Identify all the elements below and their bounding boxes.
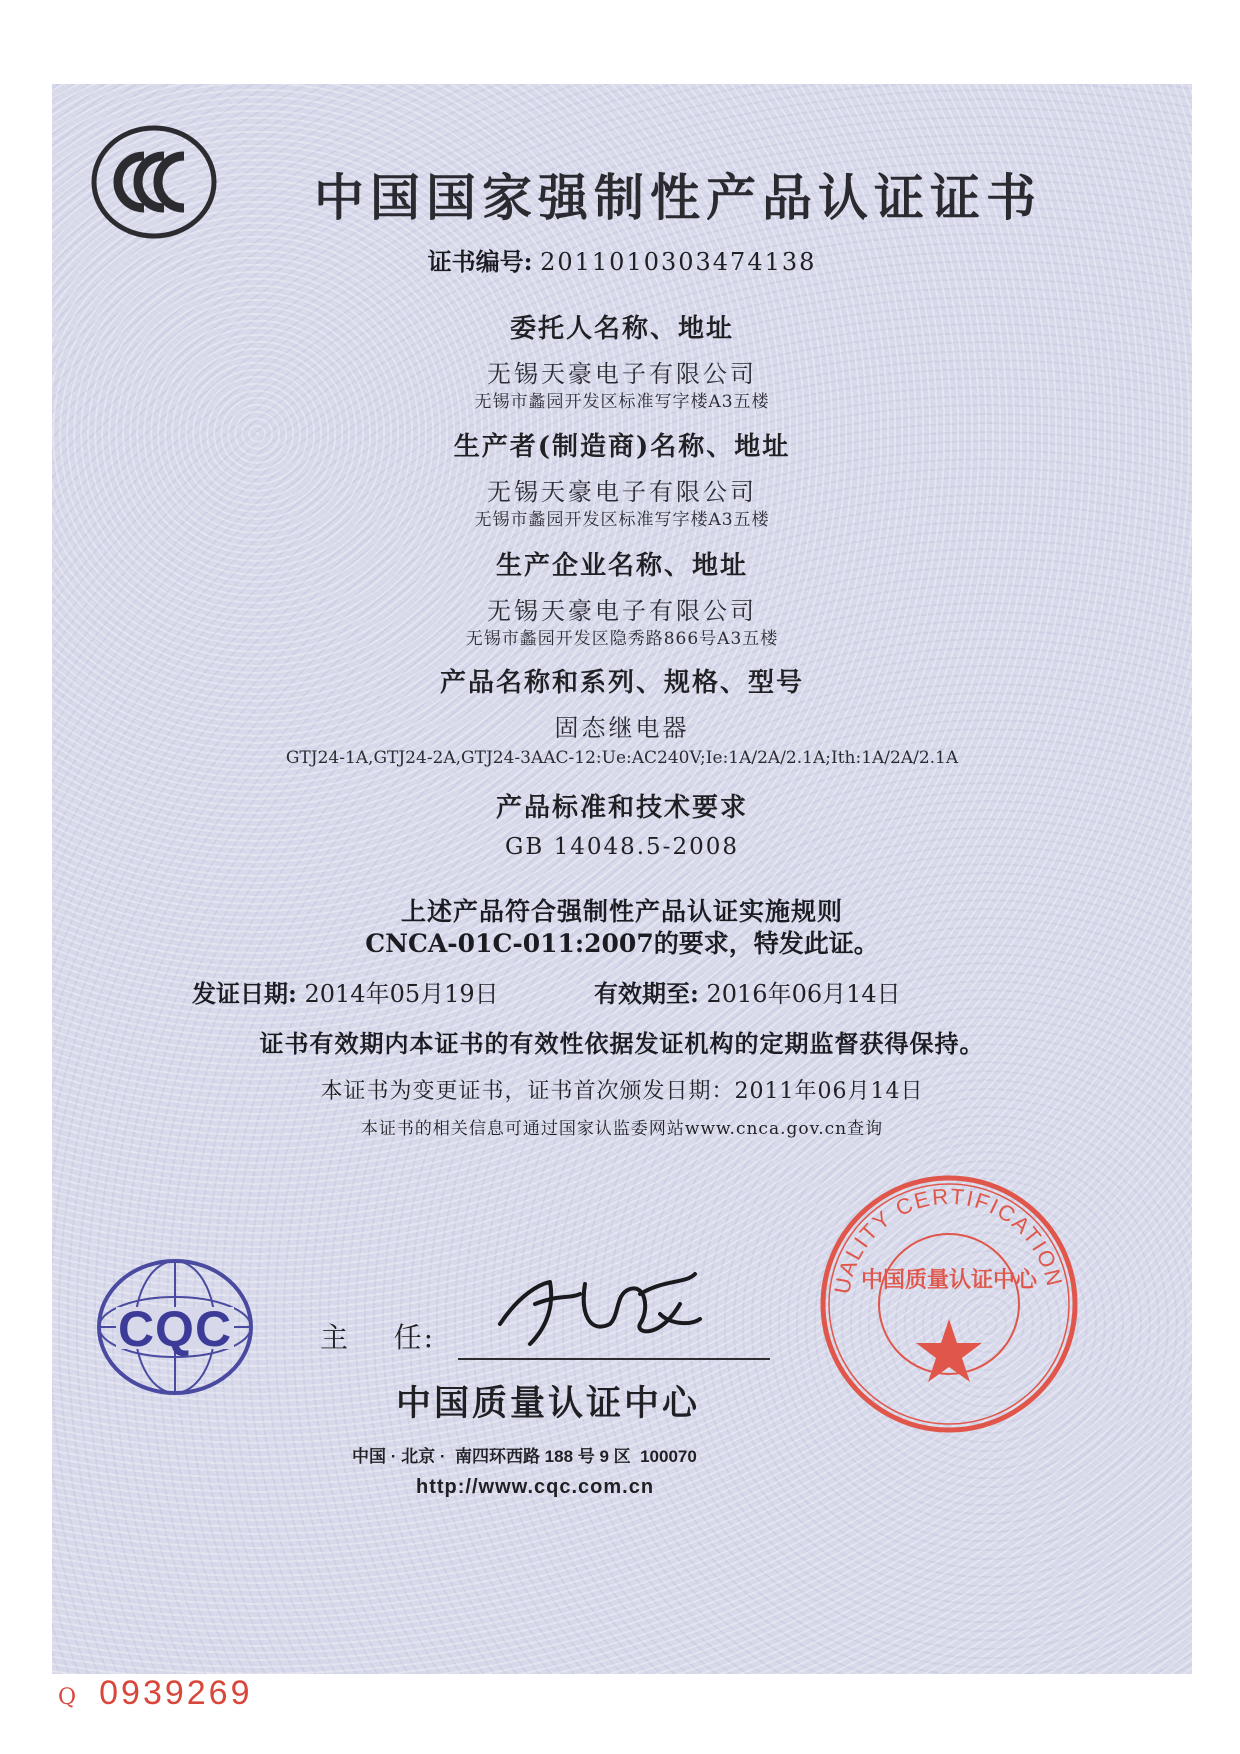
director-label: 主 任: [320, 1321, 436, 1354]
applicant-name: 无锡天豪电子有限公司 [487, 360, 757, 388]
website-note: 本证书的相关信息可通过国家认监委网站www.cnca.gov.cn查询 [360, 1119, 884, 1139]
certification-seal [814, 1169, 1084, 1439]
certificate [52, 84, 1192, 1674]
issuer-website: http://www.cqc.com.cn [416, 1476, 655, 1498]
cert-number-label: 证书编号: [427, 247, 533, 276]
serial-number [58, 1674, 253, 1713]
product-models: GTJ24-1A,GTJ24-2A,GTJ24-3AAC-12:Ue:AC240V;Ie:1A/2A/2.1A;Ith:1A/2A/2.1A [285, 748, 959, 768]
cert-number-value: 2011010303474138 [540, 248, 817, 276]
standard-value: GB 14048.5-2008 [504, 834, 739, 860]
applicant-heading: 委托人名称、地址 [509, 314, 734, 344]
statement-line-2: CNCA-01C-011:2007的要求，特发此证。 [365, 929, 879, 958]
manufacturer-name: 无锡天豪电子有限公司 [487, 478, 757, 506]
ccc-logo-icon [90, 124, 218, 240]
serial-value: 0939269 [99, 1674, 253, 1712]
cqc-logo-text: CQC [117, 1301, 233, 1357]
manufacturer-address: 无锡市蠡园开发区标准写字楼A3五楼 [474, 510, 770, 530]
expiry-date-label: 有效期至: [594, 979, 699, 1008]
expiry-date-value: 2016年06月14日 [706, 980, 901, 1008]
statement-line-1: 上述产品符合强制性产品认证实施规则 [400, 897, 843, 926]
issuer-name: 中国质量认证中心 [396, 1384, 701, 1424]
validity-note: 证书有效期内本证书的有效性依据发证机构的定期监督获得保持。 [259, 1029, 985, 1058]
cert-number [52, 242, 1192, 277]
issue-date-label: 发证日期: [192, 979, 297, 1008]
certificate-title: 中国国家强制性产品认证证书 [314, 169, 1042, 227]
issue-date-value: 2014年05月19日 [304, 980, 499, 1008]
product-name: 固态继电器 [554, 714, 690, 742]
factory-heading: 生产企业名称、地址 [495, 551, 748, 581]
director-signature [490, 1264, 710, 1354]
standard-heading: 产品标准和技术要求 [495, 793, 748, 823]
issuer-address: 中国 · 北京 · 南四环西路 188 号 9 区 100070 [352, 1447, 697, 1466]
change-note: 本证书为变更证书，证书首次颁发日期：2011年06月14日 [320, 1079, 924, 1104]
serial-prefix: Q [58, 1685, 77, 1710]
cqc-logo-icon [90, 1252, 260, 1402]
applicant-address: 无锡市蠡园开发区标准写字楼A3五楼 [474, 392, 770, 412]
expiry-date [594, 974, 901, 1009]
seal-outer-text: UALITY CERTIFICATION [829, 1183, 1068, 1296]
factory-name: 无锡天豪电子有限公司 [487, 597, 757, 625]
signature-line [458, 1358, 770, 1360]
manufacturer-heading: 生产者(制造商)名称、地址 [453, 432, 791, 462]
issue-date [192, 974, 499, 1009]
factory-address: 无锡市蠡园开发区隐秀路866号A3五楼 [465, 629, 779, 649]
seal-inner-text: 中国质量认证中心 [860, 1268, 1038, 1293]
product-heading: 产品名称和系列、规格、型号 [439, 668, 804, 698]
